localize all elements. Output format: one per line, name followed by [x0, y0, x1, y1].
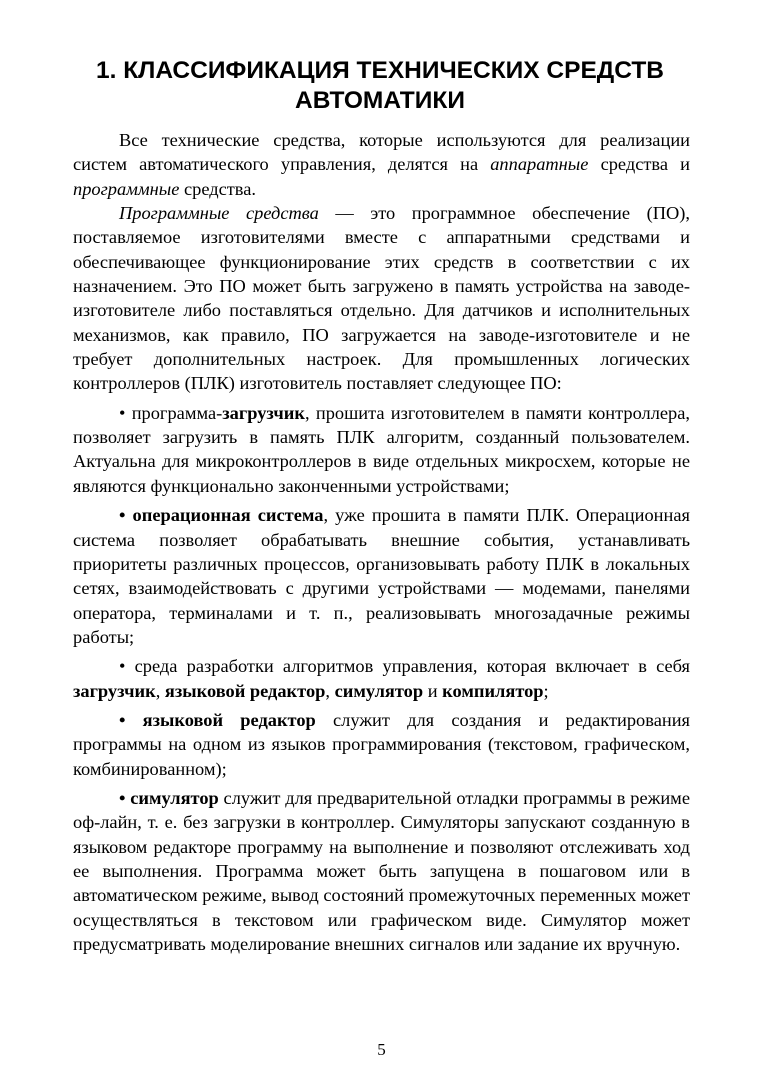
- paragraph-software: Программные средства — это программное обеспечение (ПО), поставляемое изготовителями вместе с аппаратными средствами и обеспечивающее функционирование этих средств в соответствии с их назначением. Это ПО может быть загружено в память устройства на заводе-изготовителе либо поставляться отдельно. Для датчиков и исполнительных механизмов, как правило, ПО загружается на заводе-изготовителе и не требует дополнительных настроек. Для промышленных логических контроллеров (ПЛК) изготовитель поставляет следующее ПО:: [73, 203, 690, 394]
- bullet-operating-system: • операционная система, уже прошита в памяти ПЛК. Операционная система позволяет обрабатывать внешние события, устанавливать приоритеты различных процессов, организовывать работу ПЛК в локальных сетях, взаимодействовать с другими устройствами — модемами, панелями оператора, терминалами и т. п., реализовывать многозадачные режимы работы;: [73, 505, 690, 647]
- page-number: 5: [377, 1040, 386, 1059]
- chapter-title-line-1: 1. КЛАССИФИКАЦИЯ ТЕХНИЧЕСКИХ СРЕДСТВ: [95, 57, 665, 84]
- bullet-loader: • программа-загрузчик, прошита изготовителем в памяти контроллера, позволяет загрузить в память ПЛК алгоритм, созданный пользователем. Актуальна для микроконтроллеров в виде отдельных микросхем, которые не являются функционально законченными устройствами;: [73, 402, 690, 496]
- paragraph-intro: Все технические средства, которые используются для реализации систем автоматического управления, делятся на аппаратные средства и программные средства.: [73, 130, 690, 199]
- bullet-language-editor: • языковой редактор служит для создания и редактирования программы на одном из языков программирования (текстовом, графическом, комбинированном);: [73, 709, 691, 779]
- bullet-development-environment: • среда разработки алгоритмов управления, которая включает в себя загрузчик, языковой редактор, симулятор и компилятор;: [73, 656, 690, 701]
- body-text: [73, 128, 690, 956]
- bullet-simulator: • симулятор служит для предварительной отладки программы в режиме оф-лайн, т. е. без загрузки в контроллер. Симуляторы запускают созданную в языковом редакторе программу на выполнение и позволяют отслеживать ход ее выполнения. Программа может быть запущена в пошаговом или в автоматическом режиме, вывод состояний промежуточных переменных может осуществляться в текстовом или графическом виде. Симулятор может предусматривать моделирование внешних сигналов или задание их вручную.: [73, 787, 690, 954]
- chapter-title-line-2: АВТОМАТИКИ: [295, 87, 465, 114]
- chapter-title: [70, 56, 690, 116]
